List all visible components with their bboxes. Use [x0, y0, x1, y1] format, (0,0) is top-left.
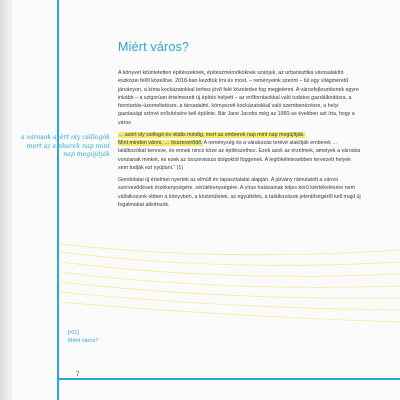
pull-quote: a városok azért oly csillogók mert az emberek nap mint nap megújítják	[20, 134, 110, 159]
page-title: Miért város?	[118, 40, 190, 54]
paragraph-2	[118, 131, 362, 172]
book-spine-shadow	[0, 0, 12, 400]
highlighted-quote-1: … azért oly csillogó és vitális mindig, mert az emberek nap mint nap megújítják.	[118, 131, 305, 138]
body-text	[118, 69, 362, 209]
paragraph-1: A könyvet kitüntetetten építészeknek, építészmérnököknek szánjuk, az urbanisztika városalakító eszközei felől közelítve. 2018-ban kezdtük írni és most, – reményeink szerint – túl egy világméretű járványon, a kíma kockázatokkal terhes jövő felé közeledve fog megjelenni. A városfejlesztésnek egyre inkább – a szigorúan értelmezett új építés helyett – az erőforrásokkal való tudatos gazdálkodásra, a fenntartás-üzemeltetésre, a társadalmi, környezeti kockázatokkal való szembenézésre, a helyi gazdasági színvé erősítésére kell épülnie. Bár Jane Jacobs még az 1960-as években azt írta, hogy a város	[118, 70, 359, 126]
page-number: 7	[76, 372, 80, 378]
section-title: Miért város?	[68, 338, 99, 344]
paragraph-2-rest: A reménység és a várakozás terévé alakítják emberek … találkozókat keresve, és ennek nincs köze az építészethez. Ezek azok az érzelmek, amelyek a városba vonzanak minket, és ezek az összevissza dolgoktól függenek. A legtökéletesebben tervezett helyek sem tudják ezt nyújtani.” (1)	[118, 140, 361, 171]
section-code: [r01]	[68, 330, 80, 336]
accent-vertical-rule	[57, 0, 59, 400]
paragraph-3: Gondolatai új értelmet nyertek az elmúlt év tapasztalatai alapján. A járvány rámutatott a városi szerveződések érzékenységére, sérülékenységére. A vírus hatásainak teljes körű kiértékelésére nem vállalkozunk ebben a könyvben, a közterületek, az együttélés, a találkozások jelentőségéről kell majd új fogalmakat alkotnunk.	[118, 177, 361, 208]
highlighted-quote-2: Mint minden város, … összeverődő.	[118, 140, 203, 146]
accent-horizontal-rule	[57, 378, 400, 380]
